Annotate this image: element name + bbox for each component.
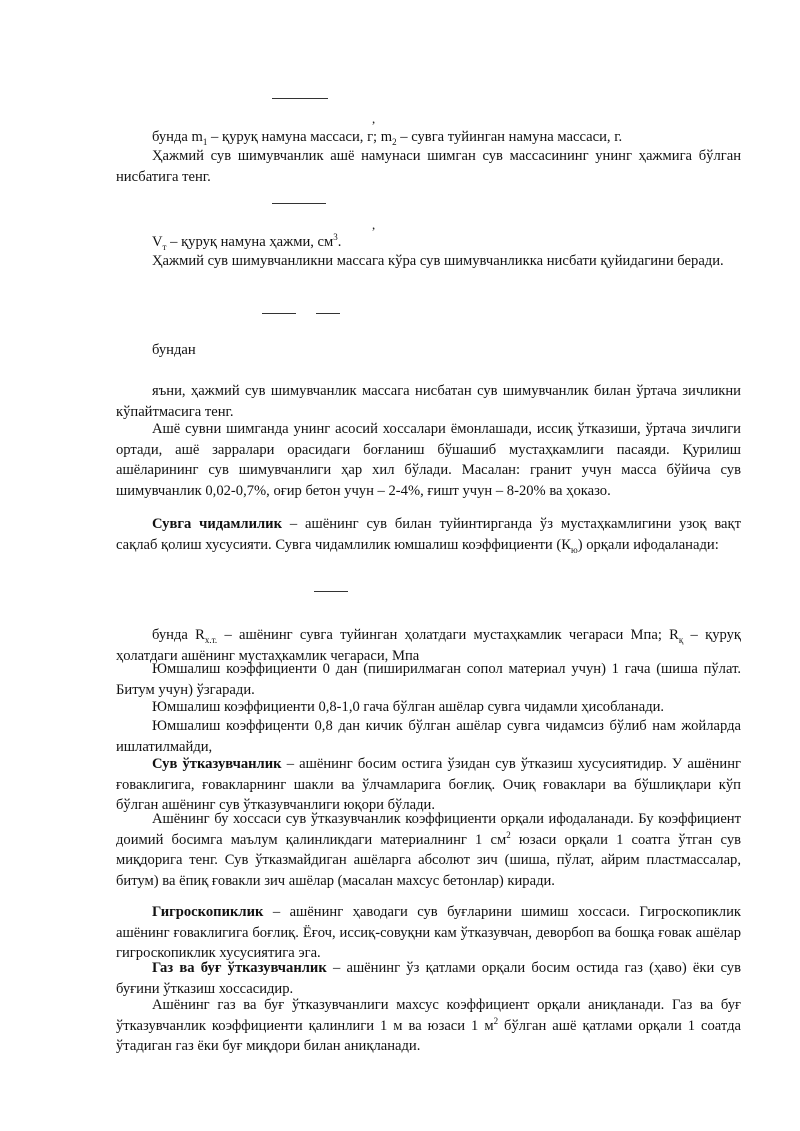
formula-fraction-bar: [272, 203, 326, 204]
paragraph-permeability-coefficient: Ашёнинг бу хоссаси сув ўтказувчанлик коэффициенти орқали ифодаланади. Бу коэффициент доимий босимга маълум қалинликдаги материалнинг 1 $см^2$ юзаси орқали 1 соатга ўтган сув миқдорига тенг. Сув ўтказмайдиган ашёларга абсолют зич (шиша, пўлат, айрим пластмассалар, битум) ва ёпиқ ғовакли зич ашёлар (масалан махсус бетонлар) киради.: [116, 811, 742, 889]
paragraph-permeability: Сув ўтказувчанлик – ашёнинг босим остига ўзидан сув ўтказиш хусусиятидир. У ашёнинг ғоваклигига, ғовакларнинг шакли ва ўлчамларига боғлиқ. Очиқ ғовaклари ва бўшлиқлари кўп бўлган ашёнинг сув ўтказувчанлиги юқори бўлади.: [116, 756, 741, 814]
term-permeability: Сув ўтказувчанлик: [152, 756, 282, 772]
paragraph-water-resistance: Сувга чидамлилик – ашёнинг сув билан туйинтирганда ўз мустаҳкамлигини узоқ вақт сақлаб қолиш хусусияти. Сувга чидамлилик юмшалиш коэффициенти $(К_ю)$ орқали ифодаланади:: [116, 516, 741, 555]
paragraph-strength-definitions: бунда $R_{х.т.}$ – ашёнинг сувга туйинган ҳолатдаги мустаҳкамлик чегараси Мпа; $R_қ$ – қуруқ ҳолатдаги ашёнинг мустаҳкамлик чегараси, Мпа: [116, 627, 742, 664]
formula-fraction-bar: [316, 313, 340, 314]
formula-fraction-bar: [314, 591, 348, 592]
paragraph-gas-vapor-coefficient: Ашёнинг газ ва буғ ўтказувчанлиги махсус коэффициент орқали аниқланади. Газ ва буғ ўтказувчанлик коэффициенти қалинлиги 1 м ва юзаси 1 $м^2$ бўлган ашё қатлами орқали 1 соатда ўтадиган газ ёки буғ миқдори билан аниқланади.: [116, 997, 741, 1055]
paragraph-softening-resistant: Юмшалиш коэффициенти 0,8-1,0 гача бўлган ашёлар сувга чидамли ҳисобланади.: [152, 699, 665, 715]
paragraph-ratio: Ҳажмий сув шимувчанликни массага кўра сув шимувчанликка нисбати қуйидагини беради.: [152, 253, 724, 269]
paragraph-softening-range: Юмшалиш коэффициенти 0 дан (пиширилмаган сопол материал учун) 1 гача (шиша пўлат. Битум учун) ўзгаради.: [116, 661, 741, 698]
paragraph-product: яъни, ҳажмий сув шимувчанлик массага нисбатан сув шимувчанлик билан ўртача зичликни кўпайтмасига тенг.: [116, 383, 741, 420]
paragraph-hygroscopicity: Гигроскопиклик – ашёнинг ҳаводаги сув буғларини шимиш хоссаси. Гигроскопиклик ашёнинг ғоваклигига боғлиқ. Ёғоч, иссиқ-совуқни кам ўтказувчан, деворбоп ва бошқа ғовак ашёлар гигроскопиклик хусусиятига эга.: [116, 904, 741, 962]
paragraph-softening-nonresistant: Юмшалиш коэффиценти 0,8 дан кичик бўлган ашёлар сувга чидамсиз бўлиб нам жойларда ишлатилмайди,: [116, 718, 741, 755]
formula-fraction-bar: [262, 313, 296, 314]
formula-comma: ,: [372, 111, 376, 126]
term-water-resistance: Сувга чидамлилик: [152, 516, 282, 532]
line-definition-v: $V_т$ – қуруқ намуна ҳажми, $см^3$.: [152, 232, 342, 252]
term-hygroscopicity: Гигроскопиклик: [152, 904, 264, 920]
term-gas-vapor: Газ ва буғ ўтказувчанлик: [152, 960, 327, 976]
paragraph-gas-vapor: Газ ва буғ ўтказувчанлик – ашёнинг ўз қатлами орқали босим остида газ (ҳаво) ёки сув буғини ўтказиш хоссасидир.: [116, 960, 741, 997]
paragraph-properties: Ашё сувни шимганда унинг асосий хоссалари ёмонлашади, иссиқ ўтказиши, ўртача зичлиги ортади, ашё зарралари орасидаги боғланиш бўшашиб мустаҳкамлиги пасаяди. Қурилиш ашёларининг сув шимувчанлиги ҳар хил бўлади. Масалан: гранит учун масса бўйича сув шимувчанлик 0,02-0,7%, оғир бетон учун – 2-4%, ғишт учун – 8-20% ва ҳоказо.: [116, 421, 741, 499]
formula-comma: ,: [372, 217, 376, 232]
formula-fraction-bar: [272, 98, 328, 99]
paragraph-volumetric-absorption: Ҳажмий сув шимувчанлик ашё намунаси шимган сув массасининг унинг ҳажмига бўлган нисбатига тенг.: [116, 148, 741, 185]
line-definitions-m: бунда $m_1$ – қуруқ намуна массаси, г; $m_2$ – сувга туйинган намуна массаси, г.: [152, 129, 623, 147]
line-hence: бундан: [152, 342, 196, 358]
